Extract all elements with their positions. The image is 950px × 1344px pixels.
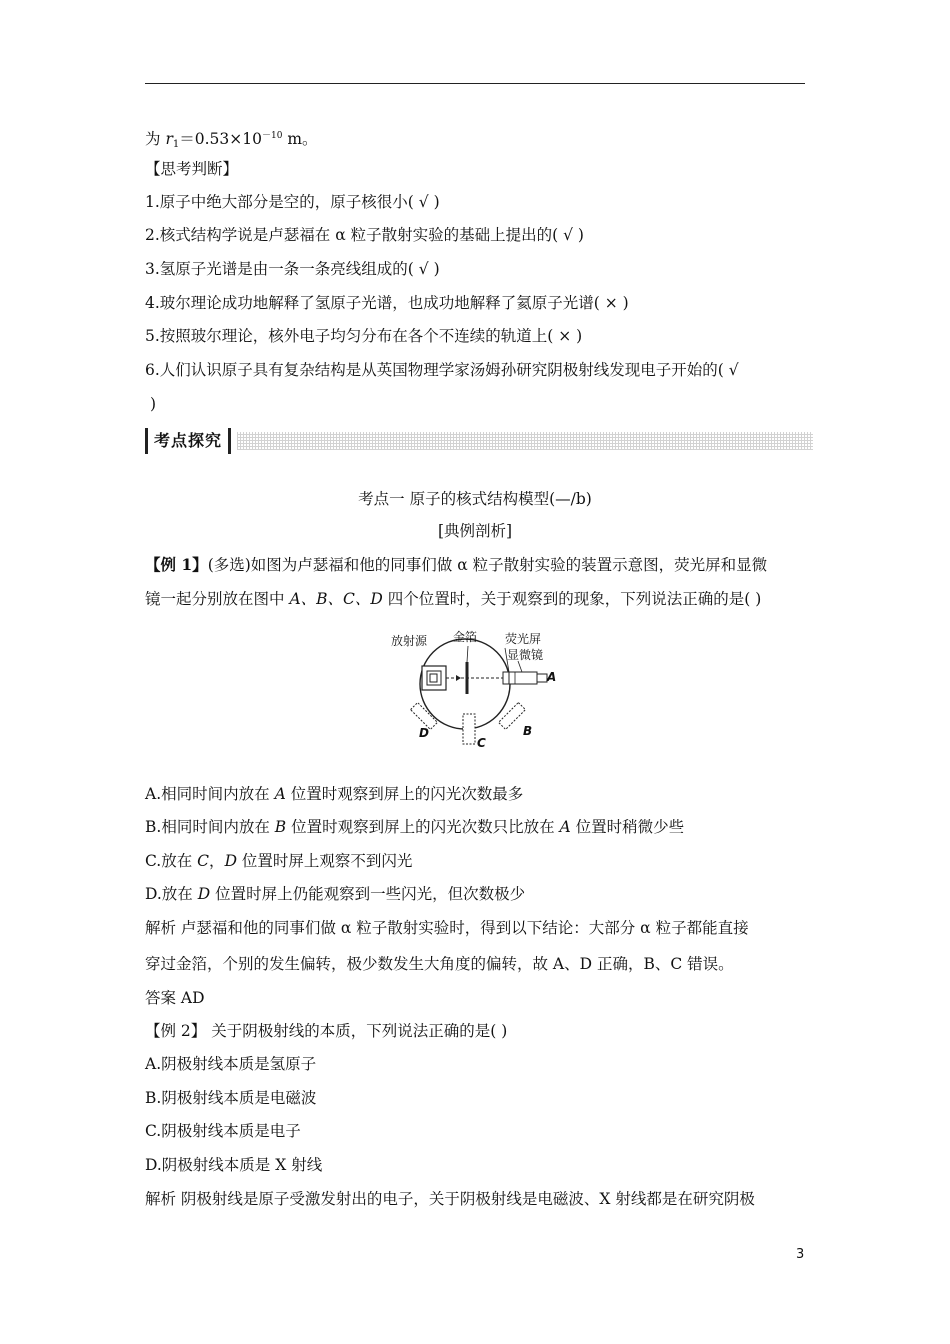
- think-judge-heading: 【思考判断】: [145, 160, 239, 178]
- label-pos-c: C: [477, 736, 486, 750]
- scattering-apparatus-figure: [385, 626, 565, 756]
- label-pos-b: B: [523, 724, 533, 738]
- label-pos-a: A: [547, 670, 557, 684]
- example2-option-d: D.阴极射线本质是 X 射线: [145, 1156, 323, 1174]
- banner-title: 考点探究: [145, 428, 231, 454]
- label-microscope: 显微镜: [507, 648, 544, 662]
- typical-example-heading: [典例剖析]: [437, 522, 513, 540]
- example1-line1: 【例 1】(多选)如图为卢瑟福和他的同事们做 α 粒子散射实验的装置示意图，荧光屏和显微: [145, 555, 768, 574]
- header-rule: [145, 83, 805, 84]
- continuation-line: 为 $r_1=0.53\times 10^{-10}$ m。: [145, 130, 318, 150]
- judge-item-2: 2.核式结构学说是卢瑟福在 α 粒子散射实验的基础上提出的( √ ): [145, 226, 584, 244]
- judge-item-6-tail: ): [150, 395, 157, 413]
- example1-analysis-line1: 解析 卢瑟福和他的同事们做 α 粒子散射实验时，得到以下结论：大部分 α 粒子都能直接: [145, 919, 749, 937]
- example2-option-c: C.阴极射线本质是电子: [145, 1122, 301, 1140]
- example1-analysis-line2: 穿过金箔，个别的发生偏转，极少数发生大角度的偏转，故 A、D 正确，B、C 错误。: [145, 955, 734, 973]
- example2-stem: 【例 2】 关于阴极射线的本质，下列说法正确的是( ): [145, 1022, 508, 1040]
- label-screen: 荧光屏: [505, 632, 542, 646]
- example1-line2: 镜一起分别放在图中 A、B、C、D 四个位置时，关于观察到的现象，下列说法正确的是( ): [145, 590, 762, 608]
- banner-hatch: [237, 432, 813, 450]
- judge-item-5: 5.按照玻尔理论，核外电子均匀分布在各个不连续的轨道上( × ): [145, 327, 583, 345]
- example2-option-b: B.阴极射线本质是电磁波: [145, 1089, 317, 1107]
- example1-option-b: B.相同时间内放在 B 位置时观察到屏上的闪光次数只比放在 A 位置时稍微少些: [145, 818, 685, 836]
- section-banner: [145, 428, 813, 454]
- example2-option-a: A.阴极射线本质是氢原子: [145, 1055, 317, 1073]
- label-foil: 金箔: [453, 630, 478, 644]
- label-source: 放射源: [391, 634, 428, 648]
- example2-analysis: 解析 阴极射线是原子受激发射出的电子，关于阴极射线是电磁波、X 射线都是在研究阴极: [145, 1190, 755, 1208]
- example1-answer: 答案 AD: [145, 989, 205, 1007]
- judge-item-1: 1.原子中绝大部分是空的，原子核很小( √ ): [145, 193, 440, 211]
- topic-title: 考点一 原子的核式结构模型(—/b): [358, 490, 592, 508]
- example1-tag: 【例 1】: [145, 555, 208, 574]
- label-pos-d: D: [419, 726, 429, 740]
- judge-item-6: 6.人们认识原子具有复杂结构是从英国物理学家汤姆孙研究阴极射线发现电子开始的( √: [145, 361, 739, 379]
- judge-item-4: 4.玻尔理论成功地解释了氢原子光谱，也成功地解释了氦原子光谱( × ): [145, 294, 629, 312]
- example1-option-d: D.放在 D 位置时屏上仍能观察到一些闪光，但次数极少: [145, 885, 526, 903]
- judge-item-3: 3.氢原子光谱是由一条一条亮线组成的( √ ): [145, 260, 440, 278]
- example1-option-a: A.相同时间内放在 A 位置时观察到屏上的闪光次数最多: [145, 785, 524, 803]
- example1-option-c: C.放在 C，D 位置时屏上观察不到闪光: [145, 852, 413, 870]
- page-number: 3: [796, 1247, 805, 1262]
